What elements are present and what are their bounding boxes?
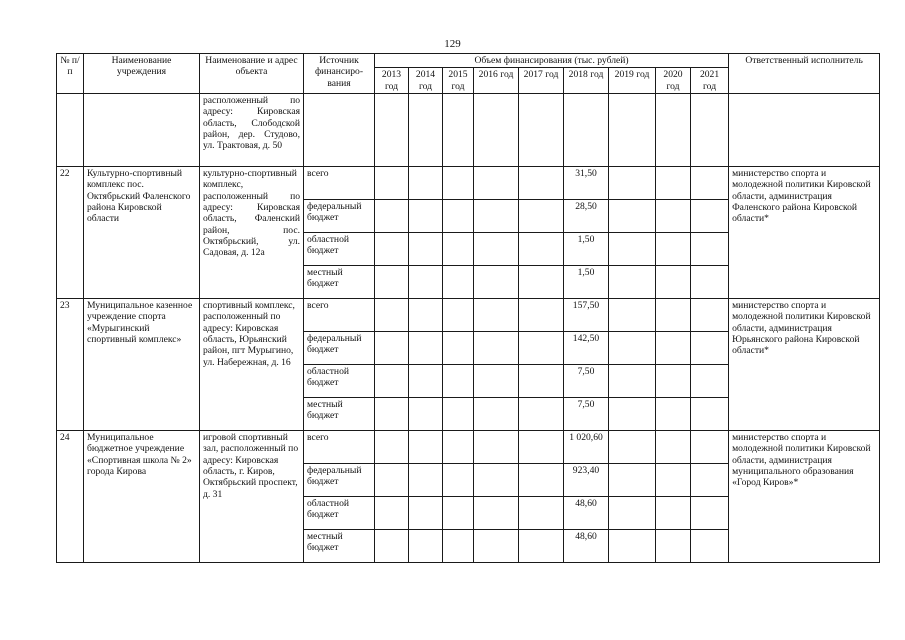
cell-empty <box>375 265 409 298</box>
cell-empty <box>474 166 519 199</box>
cell-empty <box>656 232 691 265</box>
cell-empty <box>609 331 656 364</box>
cell-empty <box>443 298 474 331</box>
cell-empty <box>609 463 656 496</box>
cell-empty <box>474 232 519 265</box>
cell-empty <box>519 199 564 232</box>
value-2018: 1,50 <box>564 232 609 265</box>
object-cell: спортивный комплекс, расположенный по адресу: Кировская область, Юрьянский район, пгт Мурыгино, ул. Набережная, д. 16 <box>200 298 304 430</box>
header-year: 2021 год <box>691 68 729 94</box>
cell-empty <box>375 298 409 331</box>
cell-empty <box>375 430 409 463</box>
cell-empty <box>443 463 474 496</box>
cell-empty <box>691 232 729 265</box>
object-cell: игровой спортивный зал, расположенный по адресу: Кировская область, г. Киров, Октябрьский проспект, д. 31 <box>200 430 304 562</box>
cell-empty <box>443 364 474 397</box>
cell-empty <box>609 298 656 331</box>
cell-empty <box>691 298 729 331</box>
cell-empty <box>474 529 519 562</box>
cell-empty <box>474 496 519 529</box>
cell-empty <box>375 166 409 199</box>
cell-empty <box>691 199 729 232</box>
source-cell: федеральный бюджет <box>304 331 375 364</box>
row-number: 23 <box>57 298 84 430</box>
header-year: 2016 год <box>474 68 519 94</box>
cell-empty <box>519 364 564 397</box>
object-cell: культурно-спортивный комплекс, расположенный по адресу: Кировская область, Фаленский район, пос. Октябрьский, ул. Садовая, д. 12а <box>200 166 304 298</box>
cell-empty <box>409 331 443 364</box>
value-2018: 48,60 <box>564 529 609 562</box>
cell-empty <box>409 298 443 331</box>
cell-empty <box>443 496 474 529</box>
row-number: 24 <box>57 430 84 562</box>
responsible-cell: министерство спорта и молодежной политики Кировской области, администрация муниципального образования «Город Киров»* <box>729 430 880 562</box>
cell-empty <box>519 331 564 364</box>
institution-cell: Муниципальное бюджетное учреждение «Спортивная школа № 2» города Кирова <box>84 430 200 562</box>
cell-empty <box>474 430 519 463</box>
institution-cell: Муниципальное казенное учреждение спорта «Мурыгинский спортивный комплекс» <box>84 298 200 430</box>
cell-empty <box>443 199 474 232</box>
cell-empty <box>691 397 729 430</box>
cell-empty <box>375 463 409 496</box>
cell-empty <box>519 496 564 529</box>
cell-empty <box>519 430 564 463</box>
cell-empty <box>656 397 691 430</box>
cell-empty <box>443 430 474 463</box>
cell-empty <box>375 93 409 166</box>
cell-empty <box>609 93 656 166</box>
cell-empty <box>375 496 409 529</box>
cell-empty <box>609 430 656 463</box>
header-object: Наименование и адрес объекта <box>200 54 304 94</box>
cell-empty <box>443 93 474 166</box>
table-row <box>57 166 880 199</box>
cell-empty <box>729 93 880 166</box>
cell-empty <box>519 397 564 430</box>
cell-empty <box>519 463 564 496</box>
cell-empty <box>609 397 656 430</box>
header-year: 2017 год <box>519 68 564 94</box>
cell-empty <box>691 430 729 463</box>
cell-empty <box>474 331 519 364</box>
cell-empty <box>609 232 656 265</box>
value-2018: 142,50 <box>564 331 609 364</box>
cell-empty <box>691 166 729 199</box>
source-cell: федеральный бюджет <box>304 199 375 232</box>
institution-cell: Культурно-спортивный комплекс пос. Октябрьский Фаленского района Кировской области <box>84 166 200 298</box>
cell-empty <box>409 93 443 166</box>
cell-empty <box>409 364 443 397</box>
cell-empty <box>474 364 519 397</box>
cell-empty <box>375 232 409 265</box>
cell-empty <box>519 529 564 562</box>
cell-empty <box>656 331 691 364</box>
header-year: 2018 год <box>564 68 609 94</box>
cell-empty <box>564 93 609 166</box>
cell-empty <box>443 232 474 265</box>
object-cell: расположенный по адресу: Кировская область, Слободской район, дер. Студово, ул. Трактовая, д. 50 <box>200 93 304 166</box>
cell-empty <box>691 93 729 166</box>
header-responsible: Ответственный исполнитель <box>729 54 880 94</box>
value-2018: 923,40 <box>564 463 609 496</box>
cell-empty <box>409 430 443 463</box>
cell-empty <box>409 166 443 199</box>
header-row <box>57 54 880 68</box>
cell-empty <box>409 265 443 298</box>
source-cell: областной бюджет <box>304 232 375 265</box>
cell-empty <box>609 496 656 529</box>
cell-empty <box>375 331 409 364</box>
cell-empty <box>656 430 691 463</box>
cell-empty <box>609 529 656 562</box>
cell-empty <box>443 265 474 298</box>
cell-empty <box>609 166 656 199</box>
cell-empty <box>375 199 409 232</box>
responsible-cell: министерство спорта и молодежной политики Кировской области, администрация Юрьянского района Кировской области* <box>729 298 880 430</box>
cell-empty <box>375 529 409 562</box>
source-cell: всего <box>304 430 375 463</box>
cell-empty <box>519 232 564 265</box>
cell-empty <box>84 93 200 166</box>
table-row <box>57 298 880 331</box>
cell-empty <box>474 298 519 331</box>
cell-empty <box>474 463 519 496</box>
responsible-cell: министерство спорта и молодежной политики Кировской области, администрация Фаленского района Кировской области* <box>729 166 880 298</box>
header-year: 2013 год <box>375 68 409 94</box>
cell-empty <box>304 93 375 166</box>
source-cell: местный бюджет <box>304 529 375 562</box>
cell-empty <box>409 463 443 496</box>
value-2018: 28,50 <box>564 199 609 232</box>
cell-empty <box>409 232 443 265</box>
cell-empty <box>609 265 656 298</box>
cell-empty <box>656 496 691 529</box>
value-2018: 157,50 <box>564 298 609 331</box>
cell-empty <box>691 331 729 364</box>
cell-empty <box>691 496 729 529</box>
table-row <box>57 430 880 463</box>
cell-empty <box>375 397 409 430</box>
cell-empty <box>519 298 564 331</box>
cell-empty <box>656 93 691 166</box>
value-2018: 31,50 <box>564 166 609 199</box>
cell-empty <box>474 199 519 232</box>
cell-empty <box>409 199 443 232</box>
cell-empty <box>656 166 691 199</box>
source-cell: всего <box>304 298 375 331</box>
cell-empty <box>519 166 564 199</box>
cell-empty <box>443 397 474 430</box>
value-2018: 48,60 <box>564 496 609 529</box>
source-cell: областной бюджет <box>304 496 375 529</box>
value-2018: 7,50 <box>564 397 609 430</box>
cell-empty <box>409 397 443 430</box>
cell-empty <box>691 529 729 562</box>
value-2018: 1 020,60 <box>564 430 609 463</box>
cell-empty <box>474 397 519 430</box>
header-year: 2015 год <box>443 68 474 94</box>
continuation-row <box>57 93 880 166</box>
header-year: 2020 год <box>656 68 691 94</box>
header-year: 2019 год <box>609 68 656 94</box>
cell-empty <box>474 93 519 166</box>
cell-empty <box>609 364 656 397</box>
header-source: Источник финансиро-вания <box>304 54 375 94</box>
cell-empty <box>656 529 691 562</box>
header-year: 2014 год <box>409 68 443 94</box>
source-cell: местный бюджет <box>304 397 375 430</box>
cell-empty <box>409 529 443 562</box>
cell-empty <box>656 364 691 397</box>
value-2018: 1,50 <box>564 265 609 298</box>
cell-empty <box>656 265 691 298</box>
header-num: № п/п <box>57 54 84 94</box>
cell-empty <box>443 166 474 199</box>
cell-empty <box>691 463 729 496</box>
cell-empty <box>691 265 729 298</box>
cell-empty <box>443 331 474 364</box>
value-2018: 7,50 <box>564 364 609 397</box>
cell-empty <box>519 93 564 166</box>
header-institution: Наименование учреждения <box>84 54 200 94</box>
financing-table <box>56 53 880 563</box>
cell-empty <box>519 265 564 298</box>
cell-empty <box>57 93 84 166</box>
cell-empty <box>656 199 691 232</box>
cell-empty <box>443 529 474 562</box>
cell-empty <box>691 364 729 397</box>
row-number: 22 <box>57 166 84 298</box>
source-cell: федеральный бюджет <box>304 463 375 496</box>
cell-empty <box>409 496 443 529</box>
source-cell: местный бюджет <box>304 265 375 298</box>
cell-empty <box>474 265 519 298</box>
page-number: 129 <box>444 38 461 50</box>
source-cell: всего <box>304 166 375 199</box>
cell-empty <box>609 199 656 232</box>
cell-empty <box>656 298 691 331</box>
cell-empty <box>375 364 409 397</box>
source-cell: областной бюджет <box>304 364 375 397</box>
cell-empty <box>656 463 691 496</box>
header-volume: Объем финансирования (тыс. рублей) <box>375 54 729 68</box>
